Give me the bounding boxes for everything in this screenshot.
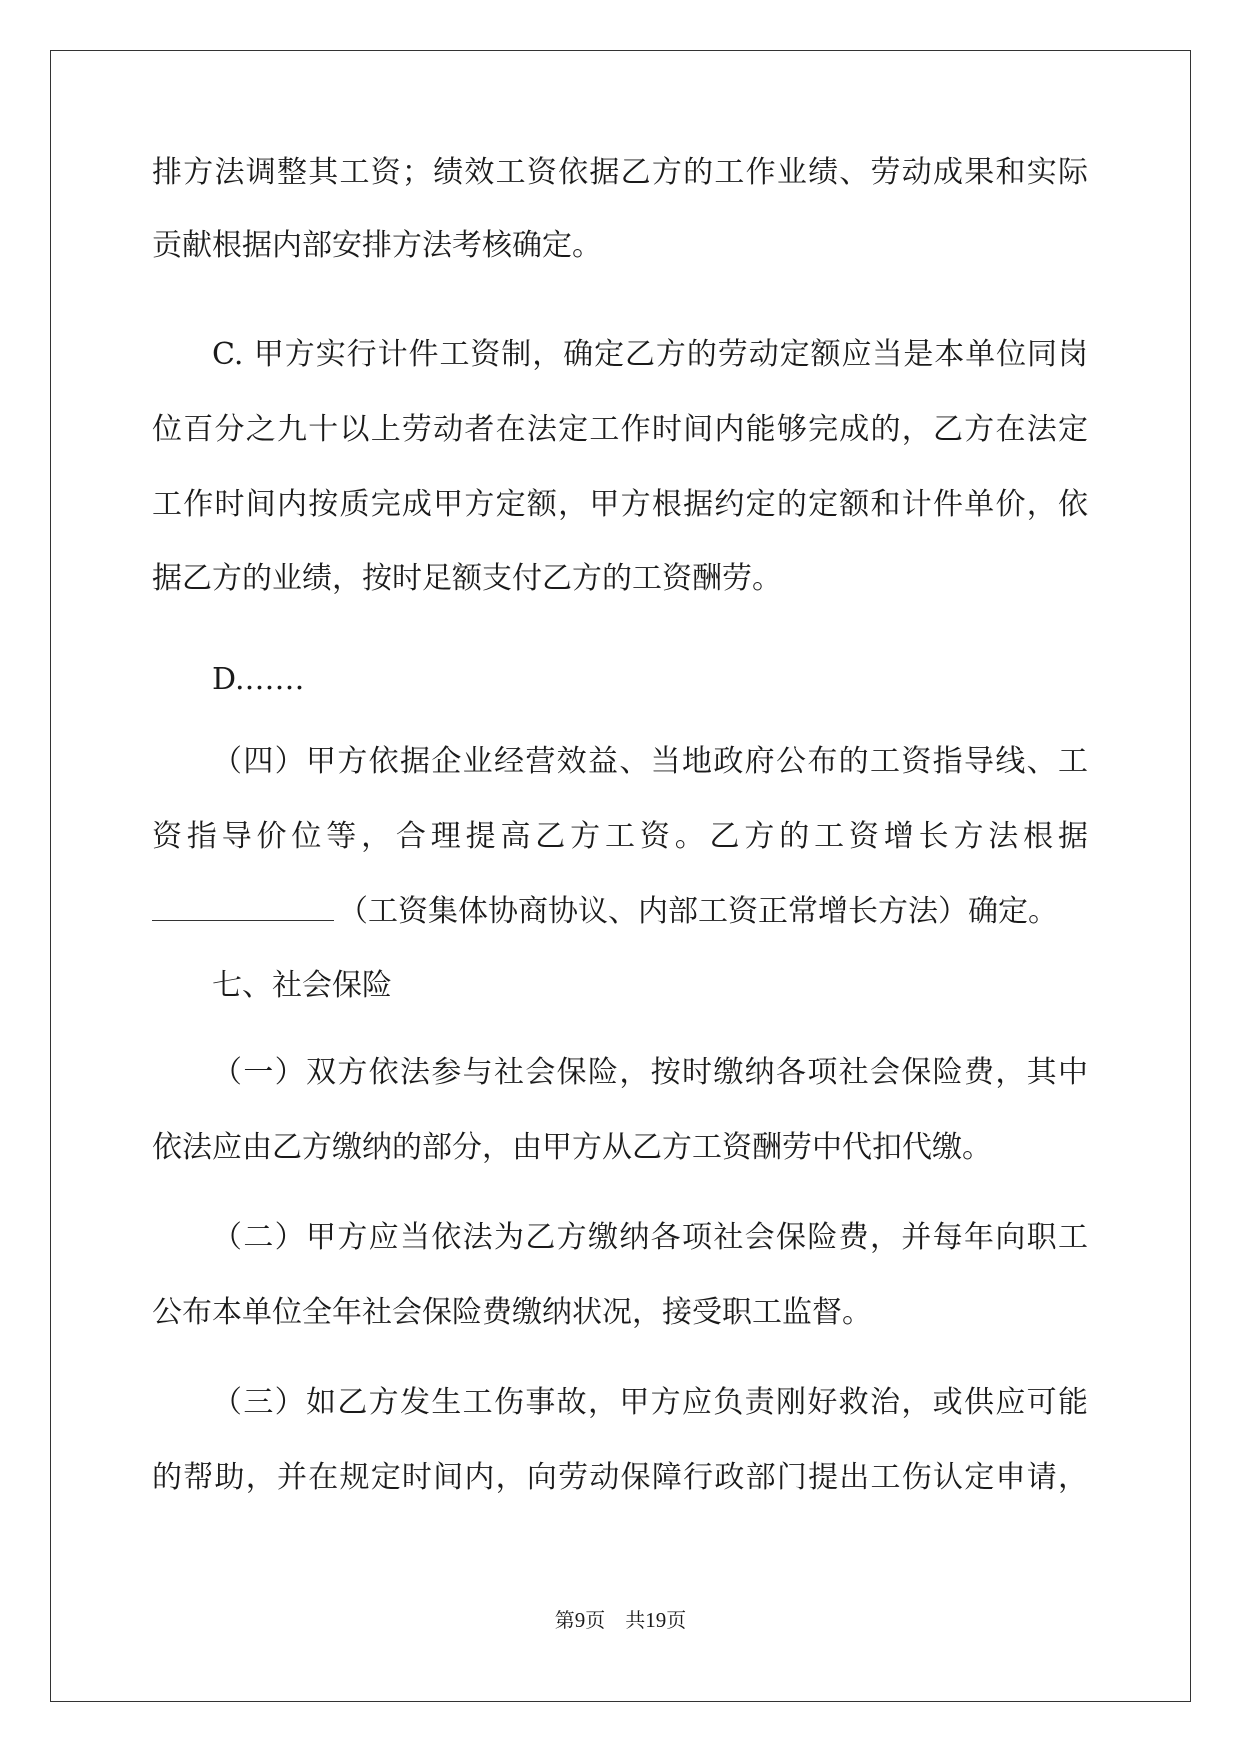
text-line-2: 贡献根据内部安排方法考核确定。 xyxy=(152,228,602,263)
page-footer xyxy=(0,1608,1241,1632)
text-line-15: 公布本单位全年社会保险费缴纳状况，接受职工监督。 xyxy=(152,1295,872,1330)
text-line-17: 的帮助，并在规定时间内，向劳动保障行政部门提出工伤认定申请， xyxy=(152,1460,1088,1495)
text-line-14: （二）甲方应当依法为乙方缴纳各项社会保险费，并每年向职工 xyxy=(212,1220,1088,1255)
text-line-9: 资指导价位等，合理提高乙方工资。乙方的工资增长方法根据 xyxy=(152,819,1088,854)
text-line-10-content: （工资集体协商协议、内部工资正常增长方法）确定。 xyxy=(338,894,1058,929)
footer-total-pages: 19 xyxy=(645,1608,667,1632)
text-line-8: （四）甲方依据企业经营效益、当地政府公布的工资指导线、工 xyxy=(212,744,1088,779)
footer-mid: 页 共 xyxy=(585,1608,646,1632)
text-line-6: 据乙方的业绩，按时足额支付乙方的工资酬劳。 xyxy=(152,561,782,596)
text-line-7: D.…… xyxy=(212,662,305,697)
text-line-10 xyxy=(152,895,1088,929)
page-border xyxy=(50,50,1191,1702)
text-line-16: （三）如乙方发生工伤事故，甲方应负责刚好救治，或供应可能 xyxy=(212,1385,1088,1420)
section-heading-social-insurance: 七、社会保险 xyxy=(212,968,392,1003)
text-line-4: 位百分之九十以上劳动者在法定工作时间内能够完成的，乙方在法定 xyxy=(152,412,1088,447)
text-line-12: （一）双方依法参与社会保险，按时缴纳各项社会保险费，其中 xyxy=(212,1055,1088,1090)
fill-in-blank xyxy=(152,896,334,921)
footer-prefix: 第 xyxy=(554,1608,575,1632)
text-line-13: 依法应由乙方缴纳的部分，由甲方从乙方工资酬劳中代扣代缴。 xyxy=(152,1130,992,1165)
text-line-3: C. 甲方实行计件工资制，确定乙方的劳动定额应当是本单位同岗 xyxy=(212,337,1088,372)
footer-suffix: 页 xyxy=(666,1608,687,1632)
text-line-5: 工作时间内按质完成甲方定额，甲方根据约定的定额和计件单价，依 xyxy=(152,487,1088,522)
text-line-1: 排方法调整其工资；绩效工资依据乙方的工作业绩、劳动成果和实际 xyxy=(152,155,1088,190)
footer-page-number: 9 xyxy=(574,1608,586,1632)
